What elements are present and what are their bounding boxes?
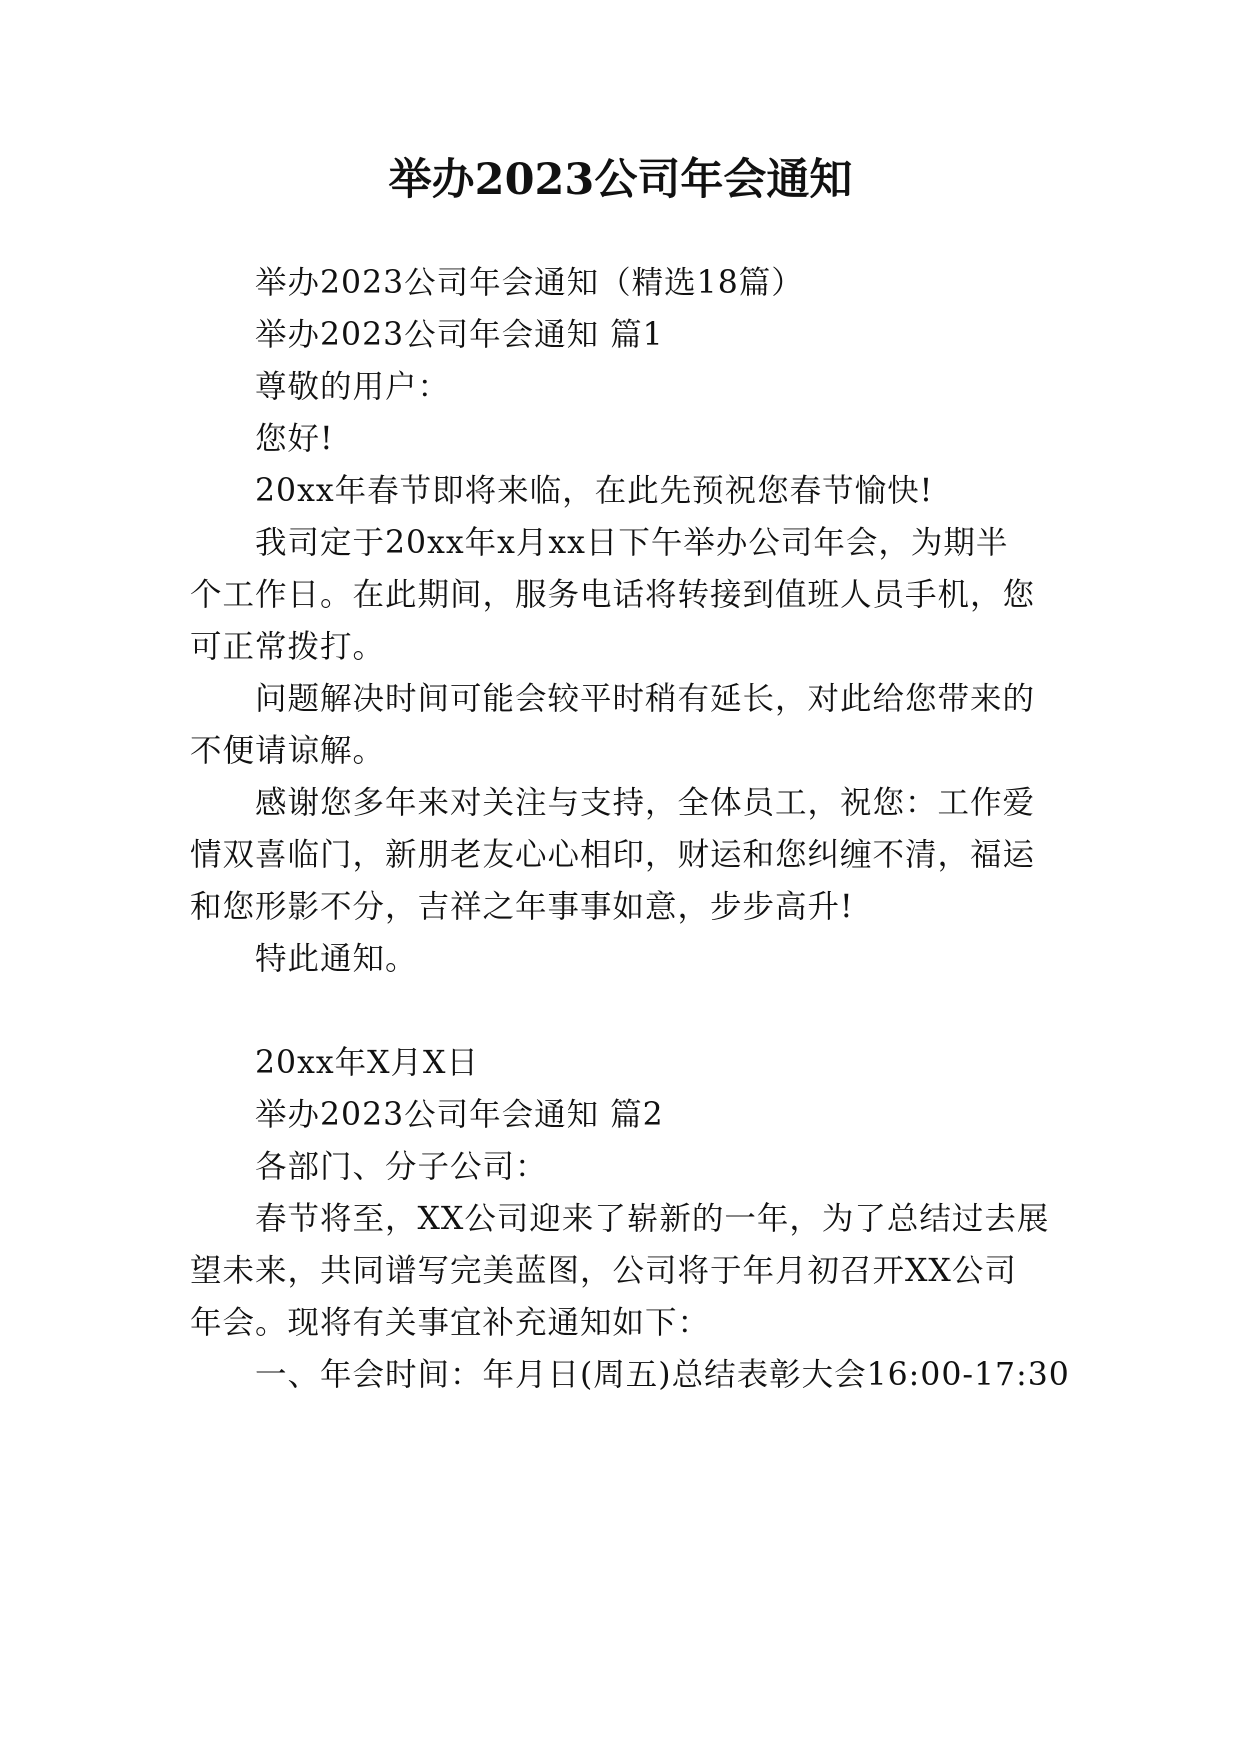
paragraph-line: 望未来，共同谱写完美蓝图，公司将于年月初召开XX公司 (190, 1253, 1017, 1289)
section-heading-2: 举办2023公司年会通知 篇2 (255, 1097, 664, 1133)
closing-line: 特此通知。 (255, 941, 418, 977)
section-heading-1: 举办2023公司年会通知 篇1 (255, 317, 664, 353)
subtitle-line: 举办2023公司年会通知（精选18篇） (255, 265, 804, 301)
paragraph-line: 问题解决时间可能会较平时稍有延长，对此给您带来的 (255, 681, 1036, 717)
salutation-line: 尊敬的用户： (255, 369, 451, 405)
paragraph-line: 可正常拨打。 (190, 629, 386, 665)
greeting-line: 您好! (255, 421, 334, 457)
paragraph-line: 20xx年春节即将来临，在此先预祝您春节愉快! (255, 473, 934, 509)
recipient-line: 各部门、分子公司： (255, 1149, 548, 1185)
paragraph-line: 一、年会时间：年月日(周五)总结表彰大会16:00-17:30 (255, 1357, 1070, 1393)
paragraph-line: 个工作日。在此期间，服务电话将转接到值班人员手机，您 (190, 577, 1036, 613)
document-title: 举办2023公司年会通知 (388, 155, 853, 205)
paragraph-line: 感谢您多年来对关注与支持，全体员工，祝您：工作爱 (255, 785, 1036, 821)
paragraph-line: 和您形影不分，吉祥之年事事如意，步步高升! (190, 889, 854, 925)
paragraph-line: 情双喜临门，新朋老友心心相印，财运和您纠缠不清，福运 (190, 837, 1036, 873)
date-line: 20xx年X月X日 (255, 1045, 479, 1081)
paragraph-line: 不便请谅解。 (190, 733, 386, 769)
paragraph-line: 年会。现将有关事宜补充通知如下： (190, 1305, 711, 1341)
paragraph-line: 春节将至，XX公司迎来了崭新的一年，为了总结过去展 (255, 1201, 1050, 1237)
paragraph-line: 我司定于20xx年x月xx日下午举办公司年会，为期半 (255, 525, 1009, 561)
